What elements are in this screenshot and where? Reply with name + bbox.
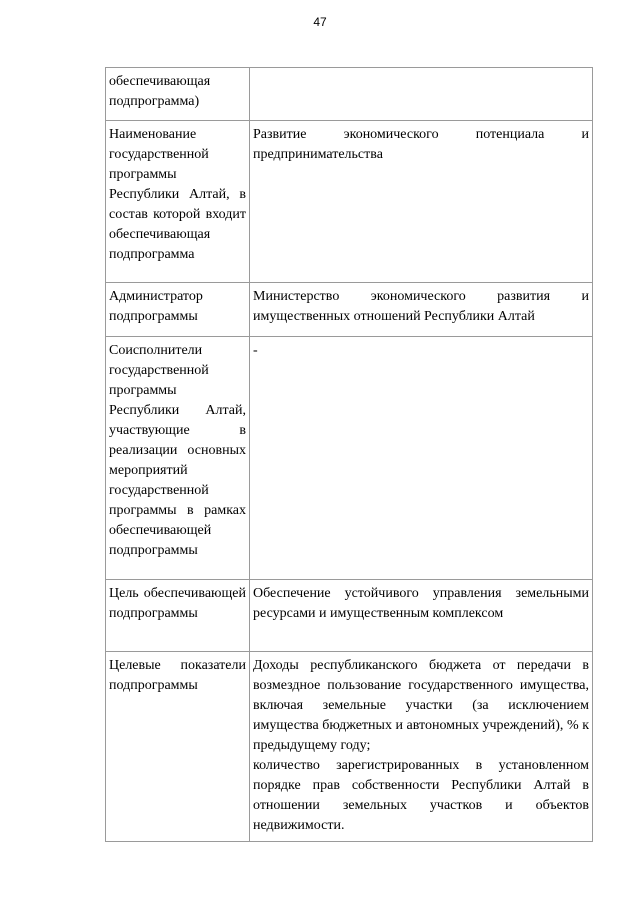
row-label-cell <box>106 652 250 842</box>
table-row <box>106 337 593 580</box>
row-value-cell <box>250 652 593 842</box>
subprogram-passport-table <box>105 67 593 842</box>
row-value-cell <box>250 283 593 337</box>
table-row <box>106 121 593 283</box>
row-value-paragraph: количество зарегистрированных в установленном порядке прав собственности Республики Алтай в отношении земельных участков и объектов недвижимости. <box>253 758 589 833</box>
row-value-cell <box>250 121 593 283</box>
row-value-paragraph: Доходы республиканского бюджета от передачи в возмездное пользование государственного имущества, включая земельные участки (за исключением имущества бюджетных и автономных учреждений), % к предыдущему году; <box>253 658 589 753</box>
row-value-cell <box>250 337 593 580</box>
row-value: Развитие экономического потенциала и предпринимательства <box>253 127 589 162</box>
row-value: Министерство экономического развития и имущественных отношений Республики Алтай <box>253 289 589 324</box>
table-row <box>106 652 593 842</box>
table-row <box>106 68 593 121</box>
row-label-cell <box>106 337 250 580</box>
row-label-cell <box>106 121 250 283</box>
row-label: Цель обеспечивающей подпрограммы <box>109 586 246 621</box>
row-value-cell <box>250 68 593 121</box>
row-label: Соисполнители государственной программы Республики Алтай, участвующие в реализации основных мероприятий государственной программы в рамках обеспечивающей подпрограммы <box>109 343 246 558</box>
row-value-cell <box>250 580 593 652</box>
row-value: Обеспечение устойчивого управления земельными ресурсами и имущественным комплексом <box>253 586 589 621</box>
row-label: Администратор подпрограммы <box>109 289 203 324</box>
row-label: Целевые показатели подпрограммы <box>109 658 246 693</box>
row-label-cell <box>106 68 250 121</box>
page-number: 47 <box>313 15 327 29</box>
row-label-cell <box>106 580 250 652</box>
row-label-cell <box>106 283 250 337</box>
row-label: Наименование государственной программы Республики Алтай, в состав которой входит обеспечивающая подпрограмма <box>109 127 246 262</box>
table-row <box>106 580 593 652</box>
row-value: - <box>253 343 258 358</box>
table-row <box>106 283 593 337</box>
row-label: обеспечивающая подпрограмма) <box>109 74 211 109</box>
